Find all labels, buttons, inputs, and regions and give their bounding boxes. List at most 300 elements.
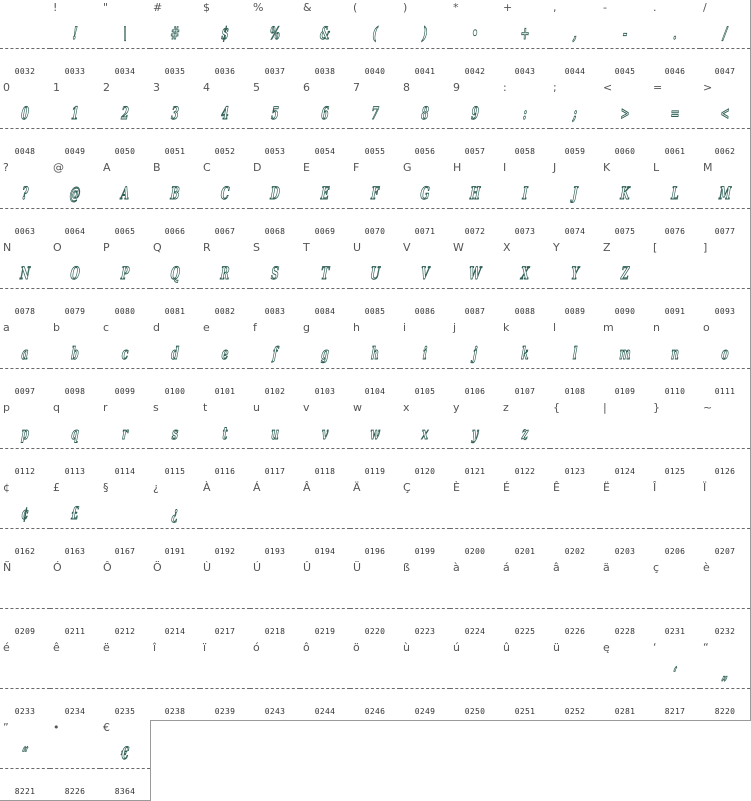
- glyph-cell: [350, 160, 401, 241]
- glyph-sample: q: [70, 424, 80, 444]
- baseline-divider: [300, 208, 350, 209]
- character-label: <: [603, 81, 613, 94]
- glyph-sample: o: [720, 344, 730, 364]
- character-code: 0162: [14, 547, 36, 556]
- glyph-sample: P: [120, 264, 130, 284]
- character-code: 8221: [14, 787, 36, 796]
- baseline-divider: [650, 608, 700, 609]
- glyph-cell: [550, 640, 601, 721]
- glyph-sample: z: [521, 424, 529, 444]
- character-code: 0107: [514, 387, 536, 396]
- character-label: ę: [603, 641, 610, 654]
- character-code: 0244: [314, 707, 336, 716]
- character-label: 7: [353, 81, 360, 94]
- glyph-sample: C: [220, 184, 230, 204]
- character-code: 0235: [114, 707, 136, 716]
- character-code: 0220: [364, 627, 386, 636]
- glyph-sample: #: [169, 24, 181, 44]
- glyph-cell: [650, 0, 701, 81]
- character-code: 0251: [514, 707, 536, 716]
- glyph-cell: [700, 0, 751, 81]
- glyph-cell: [250, 400, 301, 481]
- baseline-divider: [350, 48, 400, 49]
- glyph-cell: [300, 640, 351, 721]
- character-code: 0223: [414, 627, 436, 636]
- character-code: 0193: [264, 547, 286, 556]
- baseline-divider: [600, 528, 650, 529]
- character-label: j: [453, 321, 457, 334]
- glyph-cell: [700, 80, 751, 161]
- baseline-divider: [500, 608, 550, 609]
- baseline-divider: [650, 688, 700, 689]
- character-label: C: [203, 161, 211, 174]
- glyph-cell: [400, 560, 451, 641]
- baseline-divider: [300, 528, 350, 529]
- character-label: È: [453, 481, 460, 494]
- baseline-divider: [400, 128, 450, 129]
- glyph-cell: [200, 240, 251, 321]
- character-label: &: [303, 1, 312, 14]
- glyph-sample: %: [269, 24, 281, 44]
- glyph-cell: [450, 160, 501, 241]
- glyph-cell: [700, 400, 751, 481]
- baseline-divider: [200, 528, 250, 529]
- character-code: 0056: [414, 147, 436, 156]
- baseline-divider: [100, 528, 150, 529]
- baseline-divider: [50, 48, 100, 49]
- baseline-divider: [650, 448, 700, 449]
- character-label: T: [303, 241, 310, 254]
- character-code: 8226: [64, 787, 86, 796]
- baseline-divider: [450, 368, 500, 369]
- character-label: Ç: [403, 481, 411, 494]
- character-code: 0232: [714, 627, 736, 636]
- character-label: X: [503, 241, 511, 254]
- character-label: u: [253, 401, 260, 414]
- glyph-sample: a: [20, 344, 30, 364]
- character-label: N: [3, 241, 12, 254]
- baseline-divider: [100, 128, 150, 129]
- baseline-divider: [700, 688, 750, 689]
- glyph-cell: [100, 160, 151, 241]
- character-code: 0068: [264, 227, 286, 236]
- character-code: 0103: [314, 387, 336, 396]
- baseline-divider: [400, 608, 450, 609]
- glyph-cell: [150, 160, 201, 241]
- character-label: 0: [3, 81, 10, 94]
- glyph-sample: Q: [169, 264, 181, 284]
- glyph-cell: [100, 640, 151, 721]
- character-code: 0083: [264, 307, 286, 316]
- character-code: 0076: [664, 227, 686, 236]
- glyph-sample: r: [121, 424, 129, 444]
- glyph-cell: [500, 560, 551, 641]
- character-code: 0112: [14, 467, 36, 476]
- baseline-divider: [700, 448, 750, 449]
- character-label: Ó: [53, 561, 62, 574]
- character-label: Á: [253, 481, 261, 494]
- glyph-cell: [350, 480, 401, 561]
- glyph-cell: [0, 320, 51, 401]
- baseline-divider: [150, 608, 200, 609]
- character-code: 0117: [264, 467, 286, 476]
- baseline-divider: [500, 48, 550, 49]
- baseline-divider: [50, 608, 100, 609]
- baseline-divider: [400, 528, 450, 529]
- glyph-sample: .: [672, 24, 678, 44]
- character-code: 0122: [514, 467, 536, 476]
- character-code: 0196: [364, 547, 386, 556]
- character-code: 0225: [514, 627, 536, 636]
- baseline-divider: [100, 48, 150, 49]
- glyph-sample: :: [522, 104, 528, 124]
- character-label: z: [503, 401, 509, 414]
- character-label: Ü: [353, 561, 362, 574]
- baseline-divider: [500, 368, 550, 369]
- glyph-cell: [450, 240, 501, 321]
- baseline-divider: [600, 368, 650, 369]
- glyph-cell: [300, 560, 351, 641]
- glyph-sample: ¿: [171, 504, 179, 524]
- baseline-divider: [600, 208, 650, 209]
- glyph-cell: [250, 480, 301, 561]
- glyph-sample: V: [420, 264, 430, 284]
- glyph-cell: [650, 160, 701, 241]
- character-label: D: [253, 161, 262, 174]
- character-label: g: [303, 321, 310, 334]
- character-label: f: [253, 321, 257, 334]
- baseline-divider: [400, 48, 450, 49]
- glyph-sample: K: [619, 184, 631, 204]
- character-label: @: [53, 161, 64, 174]
- baseline-divider: [550, 208, 600, 209]
- baseline-divider: [400, 208, 450, 209]
- character-label: à: [453, 561, 460, 574]
- glyph-cell: [100, 400, 151, 481]
- glyph-sample: k: [520, 344, 530, 364]
- glyph-cell: [400, 160, 451, 241]
- baseline-divider: [150, 368, 200, 369]
- character-label: |: [603, 401, 607, 414]
- character-label: á: [503, 561, 510, 574]
- character-label: Z: [603, 241, 611, 254]
- character-code: 0052: [214, 147, 236, 156]
- character-label: “: [703, 641, 709, 654]
- character-code: 0035: [164, 67, 186, 76]
- glyph-cell: [450, 640, 501, 721]
- character-code: 0059: [564, 147, 586, 156]
- glyph-cell: [250, 560, 301, 641]
- character-code: 0082: [214, 307, 236, 316]
- character-code: 0109: [614, 387, 636, 396]
- character-label: p: [3, 401, 10, 414]
- baseline-divider: [200, 688, 250, 689]
- character-label: =: [653, 81, 663, 94]
- character-label: b: [53, 321, 60, 334]
- glyph-sample: T: [320, 264, 330, 284]
- character-code: 0066: [164, 227, 186, 236]
- glyph-sample: s: [171, 424, 179, 444]
- character-label: Y: [553, 241, 560, 254]
- character-code: 0075: [614, 227, 636, 236]
- baseline-divider: [150, 448, 200, 449]
- character-code: 0200: [464, 547, 486, 556]
- glyph-sample: J: [571, 184, 579, 204]
- glyph-cell: [550, 480, 601, 561]
- glyph-sample: 7: [370, 104, 380, 124]
- character-label: Ö: [153, 561, 162, 574]
- glyph-cell: [350, 320, 401, 401]
- character-label: -: [603, 1, 607, 14]
- character-label: L: [653, 161, 660, 174]
- character-label: ï: [203, 641, 207, 654]
- glyph-sample: B: [169, 184, 181, 204]
- character-label: 8: [403, 81, 410, 94]
- glyph-cell: [500, 0, 551, 81]
- baseline-divider: [650, 208, 700, 209]
- glyph-cell: [350, 80, 401, 161]
- glyph-cell: [400, 640, 451, 721]
- baseline-divider: [0, 128, 50, 129]
- baseline-divider: [150, 128, 200, 129]
- character-code: 0085: [364, 307, 386, 316]
- character-label: !: [53, 1, 58, 14]
- character-code: 0116: [214, 467, 236, 476]
- character-label: o: [703, 321, 710, 334]
- glyph-cell: [50, 640, 101, 721]
- character-code: 0194: [314, 547, 336, 556]
- glyph-sample: i: [422, 344, 428, 364]
- character-label: €: [103, 721, 110, 734]
- character-label: M: [703, 161, 713, 174]
- baseline-divider: [250, 688, 300, 689]
- character-label: K: [603, 161, 611, 174]
- baseline-divider: [350, 128, 400, 129]
- glyph-cell: [250, 0, 301, 81]
- character-code: 0234: [64, 707, 86, 716]
- glyph-cell: [450, 560, 501, 641]
- character-code: 0089: [564, 307, 586, 316]
- baseline-divider: [100, 448, 150, 449]
- glyph-cell: [0, 80, 51, 161]
- character-code: 0057: [464, 147, 486, 156]
- glyph-cell: [650, 400, 701, 481]
- baseline-divider: [300, 288, 350, 289]
- character-label: A: [103, 161, 111, 174]
- character-label: F: [353, 161, 360, 174]
- glyph-cell: [350, 240, 401, 321]
- glyph-cell: [400, 0, 451, 81]
- glyph-sample: 2: [120, 104, 130, 124]
- baseline-divider: [600, 128, 650, 129]
- character-code: 0121: [464, 467, 486, 476]
- glyph-sample: L: [670, 184, 680, 204]
- character-label: v: [303, 401, 310, 414]
- character-label: H: [453, 161, 462, 174]
- glyph-sample: „: [721, 664, 729, 684]
- character-label: G: [403, 161, 412, 174]
- glyph-cell: [600, 160, 651, 241]
- glyph-sample: R: [219, 264, 231, 284]
- baseline-divider: [300, 128, 350, 129]
- baseline-divider: [650, 128, 700, 129]
- glyph-cell: [600, 640, 651, 721]
- glyph-sample: 6: [320, 104, 330, 124]
- character-label: q: [53, 401, 60, 414]
- character-label: Ú: [253, 561, 262, 574]
- baseline-divider: [200, 288, 250, 289]
- character-code: 0043: [514, 67, 536, 76]
- character-label: %: [253, 1, 264, 14]
- glyph-cell: [600, 80, 651, 161]
- glyph-cell: [350, 400, 401, 481]
- character-code: 0086: [414, 307, 436, 316]
- character-code: 0073: [514, 227, 536, 236]
- baseline-divider: [700, 528, 750, 529]
- character-code: 0250: [464, 707, 486, 716]
- baseline-divider: [200, 128, 250, 129]
- glyph-sample: 5: [270, 104, 280, 124]
- glyph-sample: u: [270, 424, 280, 444]
- character-code: 0167: [114, 547, 136, 556]
- character-code: 0192: [214, 547, 236, 556]
- character-label: Ô: [103, 561, 112, 574]
- glyph-cell: [600, 240, 651, 321]
- baseline-divider: [100, 208, 150, 209]
- glyph-cell: [200, 160, 251, 241]
- glyph-cell: [0, 0, 51, 81]
- glyph-cell: [400, 240, 451, 321]
- glyph-cell: [100, 480, 151, 561]
- glyph-sample: !: [72, 24, 78, 44]
- character-label: ß: [403, 561, 410, 574]
- glyph-cell: [0, 480, 51, 561]
- glyph-cell: [50, 320, 101, 401]
- character-code: 0036: [214, 67, 236, 76]
- character-label: ë: [103, 641, 110, 654]
- glyph-sample: d: [170, 344, 180, 364]
- baseline-divider: [250, 528, 300, 529]
- character-label: y: [453, 401, 460, 414]
- baseline-divider: [50, 208, 100, 209]
- character-label: Ñ: [3, 561, 12, 574]
- baseline-divider: [700, 608, 750, 609]
- character-label: ù: [403, 641, 410, 654]
- character-label: ê: [53, 641, 60, 654]
- glyph-sample: H: [469, 184, 481, 204]
- character-code: 0033: [64, 67, 86, 76]
- character-label: >: [703, 81, 713, 94]
- character-code: 0102: [264, 387, 286, 396]
- character-label: £: [53, 481, 60, 494]
- glyph-sample: >: [619, 104, 631, 124]
- glyph-cell: [300, 160, 351, 241]
- baseline-divider: [550, 128, 600, 129]
- character-label: ;: [553, 81, 557, 94]
- character-label: Î: [653, 481, 657, 494]
- character-label: U: [353, 241, 362, 254]
- baseline-divider: [500, 688, 550, 689]
- glyph-cell: [100, 0, 151, 81]
- baseline-divider: [550, 368, 600, 369]
- character-code: 0078: [14, 307, 36, 316]
- character-label: ç: [653, 561, 660, 574]
- glyph-cell: [650, 560, 701, 641]
- glyph-sample: g: [320, 344, 330, 364]
- character-code: 0040: [364, 67, 386, 76]
- character-code: 0072: [464, 227, 486, 236]
- character-code: 0065: [114, 227, 136, 236]
- glyph-sample: -: [622, 24, 628, 44]
- character-code: 0051: [164, 147, 186, 156]
- glyph-sample: &: [319, 24, 331, 44]
- glyph-cell: [0, 720, 51, 801]
- baseline-divider: [500, 448, 550, 449]
- glyph-cell: [500, 400, 551, 481]
- baseline-divider: [100, 288, 150, 289]
- baseline-divider: [450, 448, 500, 449]
- glyph-cell: [500, 240, 551, 321]
- glyph-sample: b: [70, 344, 80, 364]
- glyph-sample: A: [120, 184, 130, 204]
- baseline-divider: [200, 208, 250, 209]
- baseline-divider: [600, 288, 650, 289]
- glyph-sample: +: [519, 24, 531, 44]
- character-label: l: [553, 321, 557, 334]
- character-code: 0041: [414, 67, 436, 76]
- baseline-divider: [550, 688, 600, 689]
- baseline-divider: [350, 688, 400, 689]
- glyph-sample: 9: [470, 104, 480, 124]
- character-label: a: [3, 321, 10, 334]
- baseline-divider: [350, 368, 400, 369]
- glyph-sample: G: [419, 184, 431, 204]
- character-label: n: [653, 321, 660, 334]
- baseline-divider: [550, 48, 600, 49]
- glyph-sample: ¢: [20, 504, 30, 524]
- glyph-cell: [700, 320, 751, 401]
- character-code: 0044: [564, 67, 586, 76]
- character-code: 0099: [114, 387, 136, 396]
- baseline-divider: [100, 768, 150, 769]
- baseline-divider: [300, 688, 350, 689]
- glyph-sample: £: [70, 504, 80, 524]
- glyph-cell: [50, 560, 101, 641]
- glyph-sample: (: [371, 24, 379, 44]
- glyph-cell: [550, 160, 601, 241]
- character-label: i: [403, 321, 407, 334]
- baseline-divider: [150, 288, 200, 289]
- character-code: 0126: [714, 467, 736, 476]
- glyph-sample: E: [320, 184, 330, 204]
- character-code: 0064: [64, 227, 86, 236]
- glyph-cell: [650, 480, 701, 561]
- character-code: 0201: [514, 547, 536, 556]
- glyph-sample: “: [21, 744, 29, 764]
- character-label: .: [653, 1, 657, 14]
- glyph-cell: [600, 320, 651, 401]
- character-label: ”: [3, 721, 9, 734]
- character-label: 9: [453, 81, 460, 94]
- character-label: J: [553, 161, 557, 174]
- glyph-cell: [50, 0, 101, 81]
- glyph-sample: x: [421, 424, 429, 444]
- baseline-divider: [50, 128, 100, 129]
- character-code: 0104: [364, 387, 386, 396]
- baseline-divider: [400, 688, 450, 689]
- glyph-cell: [450, 80, 501, 161]
- glyph-sample: p: [20, 424, 30, 444]
